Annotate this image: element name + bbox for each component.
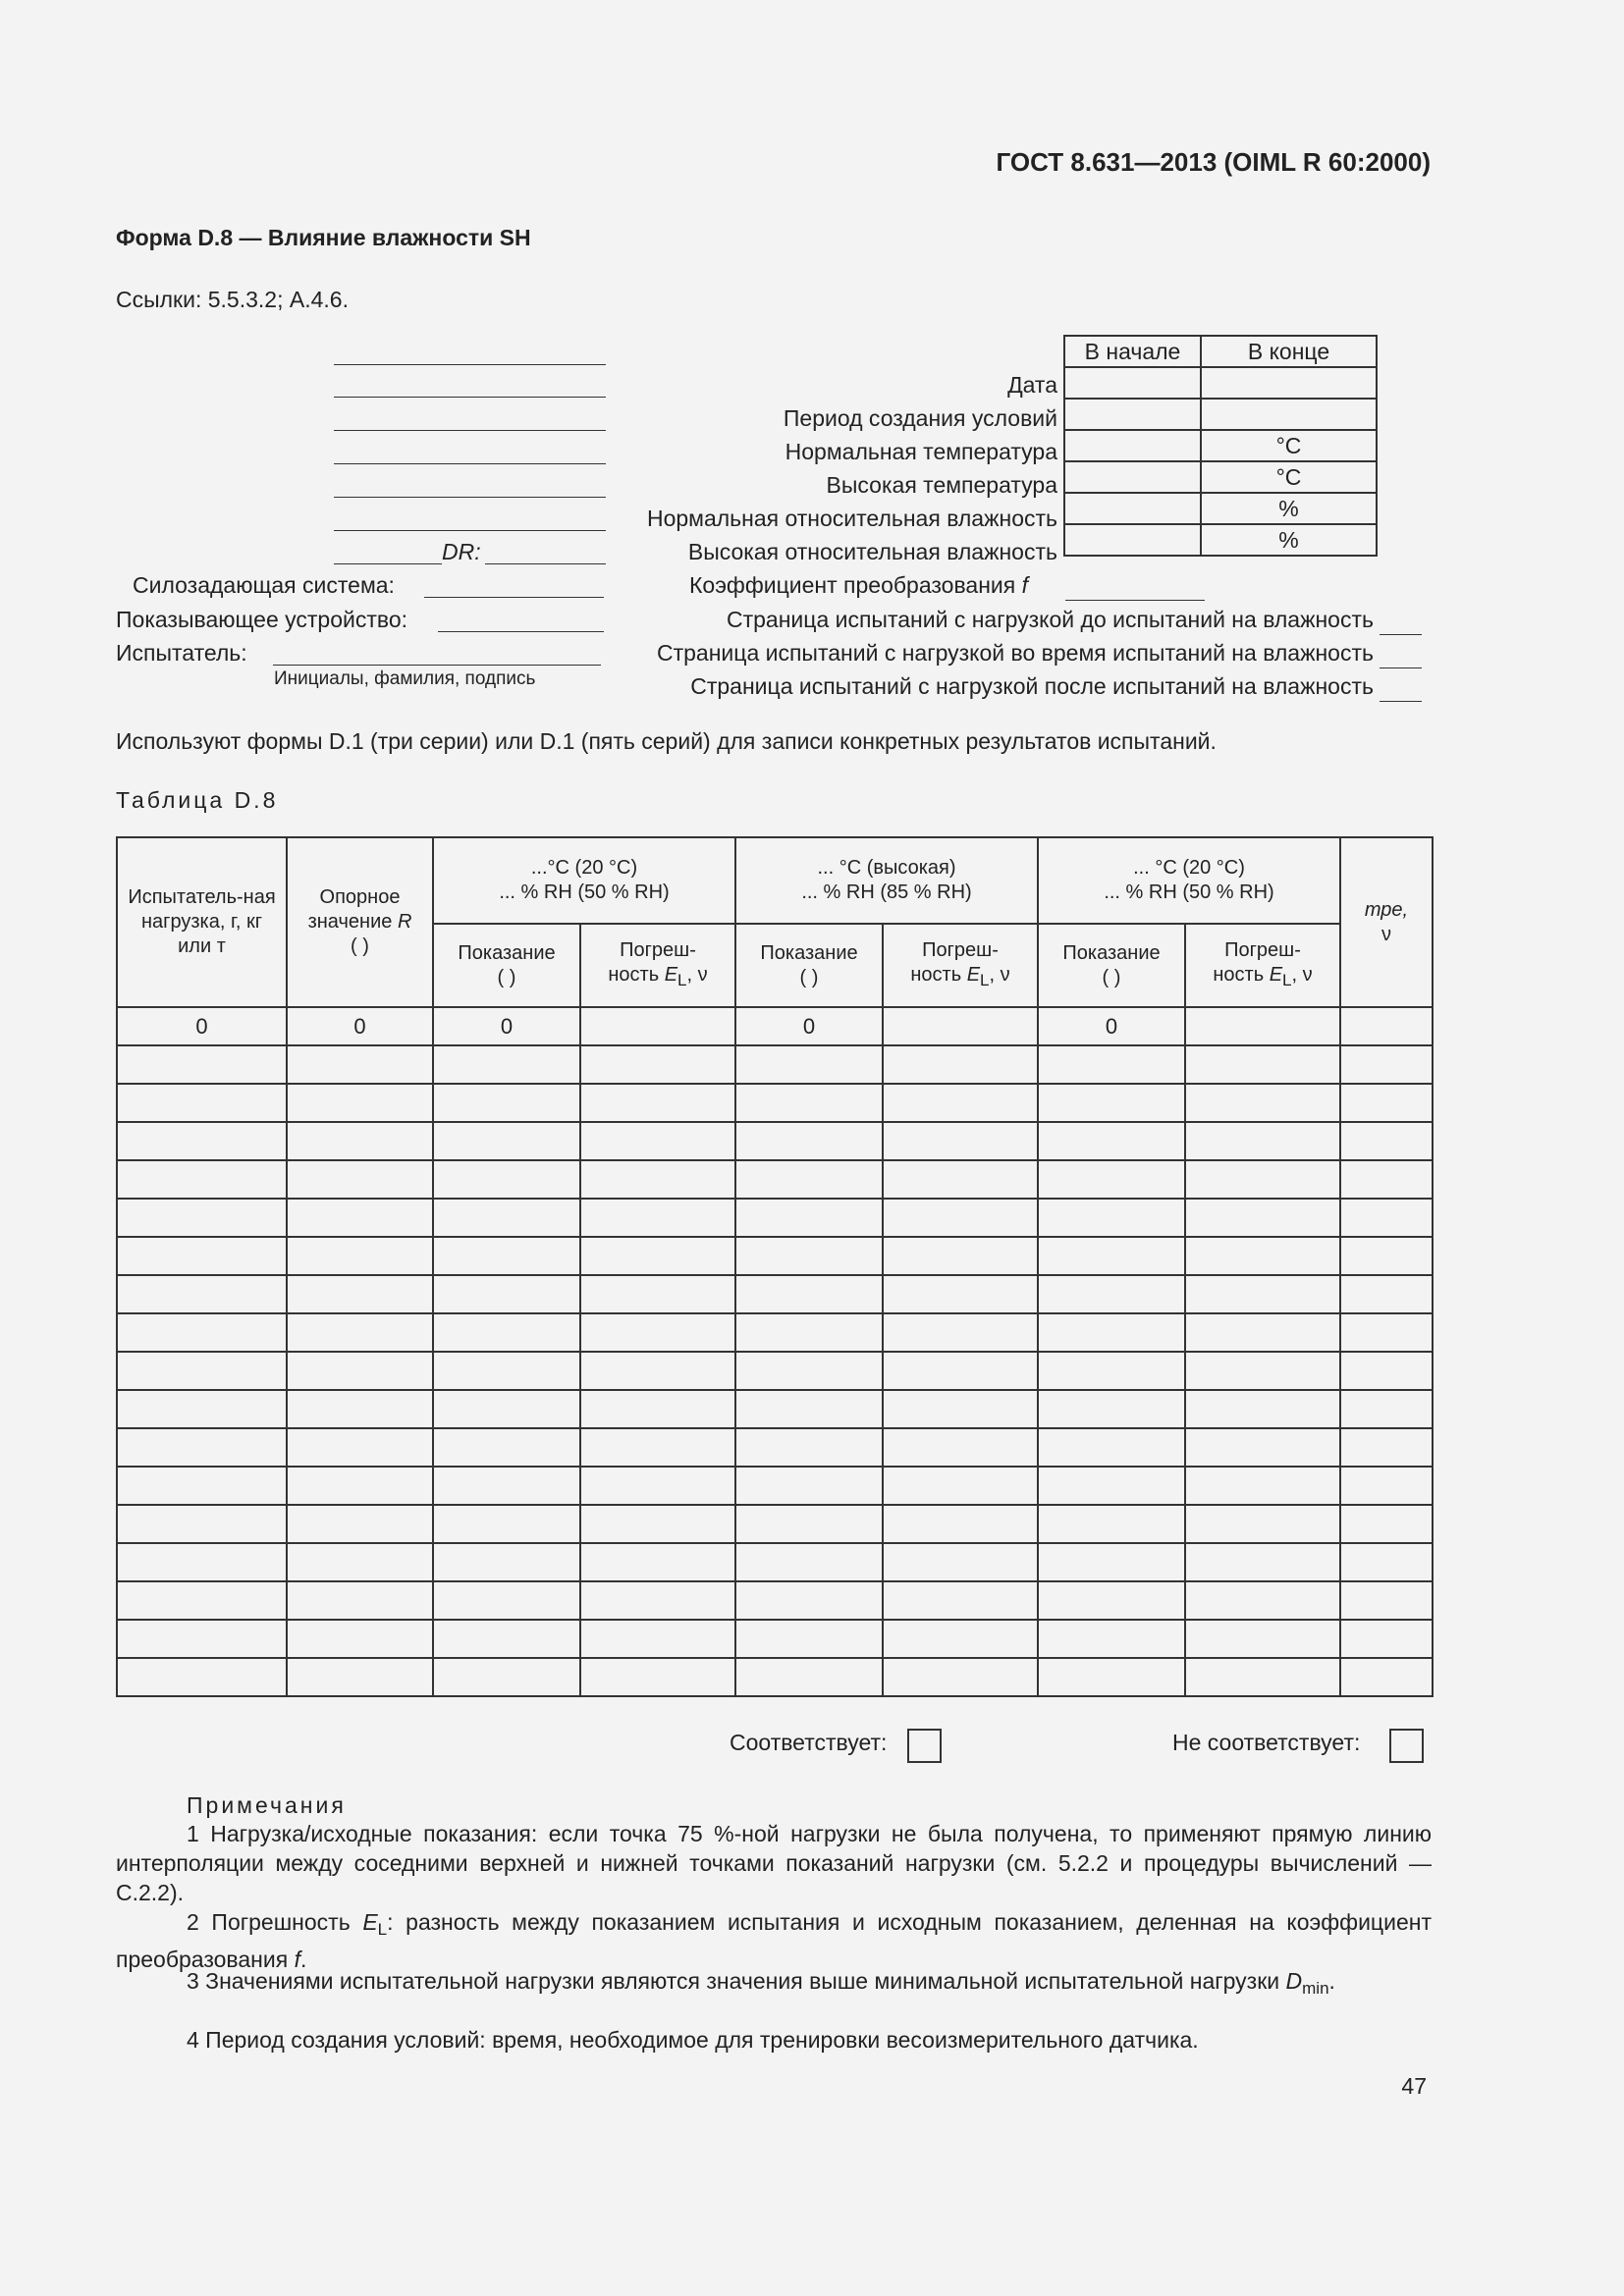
sub-reading-2: Показание ( ) xyxy=(735,924,883,1007)
table-cell[interactable] xyxy=(117,1199,287,1237)
group-normal-1: ...°C (20 °C) ... % RH (50 % RH) xyxy=(433,837,735,924)
table-cell[interactable] xyxy=(1340,1352,1433,1390)
table-cell[interactable] xyxy=(117,1122,287,1160)
table-cell[interactable] xyxy=(580,1467,735,1505)
vmin-field[interactable] xyxy=(334,507,606,531)
table-cell[interactable] xyxy=(883,1467,1038,1505)
table-cell[interactable] xyxy=(1340,1160,1433,1199)
sub-reading-1: Показание ( ) xyxy=(433,924,580,1007)
table-cell[interactable] xyxy=(287,1467,433,1505)
table-cell[interactable] xyxy=(735,1543,883,1581)
table-cell[interactable] xyxy=(735,1467,883,1505)
table-cell[interactable] xyxy=(1340,1275,1433,1313)
table-cell[interactable] xyxy=(580,1275,735,1313)
table-cell[interactable] xyxy=(1038,1428,1185,1467)
table-cell[interactable] xyxy=(883,1428,1038,1467)
table-row xyxy=(117,1428,1433,1467)
table-row xyxy=(117,1160,1433,1199)
tester-label: Испытатель: xyxy=(116,640,247,666)
table-cell[interactable] xyxy=(1185,1007,1340,1045)
table-cell[interactable] xyxy=(117,1620,287,1658)
normal-rh-start-cell[interactable] xyxy=(1064,493,1201,524)
sub-reading-3: Показание ( ) xyxy=(1038,924,1185,1007)
table-cell[interactable] xyxy=(1185,1352,1340,1390)
table-cell[interactable] xyxy=(433,1505,580,1543)
page-during-field[interactable] xyxy=(1380,644,1422,668)
table-cell[interactable] xyxy=(580,1084,735,1122)
table-cell[interactable] xyxy=(1185,1045,1340,1084)
table-cell[interactable] xyxy=(433,1543,580,1581)
table-row xyxy=(117,1199,1433,1237)
table-cell[interactable] xyxy=(735,1045,883,1084)
table-cell[interactable] xyxy=(1340,1581,1433,1620)
table-cell[interactable] xyxy=(735,1352,883,1390)
sub-error-3: Погреш- ность $E_L$, ν xyxy=(1185,924,1340,1007)
table-cell[interactable] xyxy=(1038,1084,1185,1122)
table-cell[interactable] xyxy=(1340,1620,1433,1658)
table-cell[interactable] xyxy=(735,1390,883,1428)
application-field[interactable] xyxy=(334,341,606,365)
conforms-checkbox[interactable] xyxy=(907,1729,942,1763)
table-cell[interactable] xyxy=(117,1084,287,1122)
references: Ссылки: 5.5.3.2; А.4.6. xyxy=(116,287,349,312)
plc-field[interactable] xyxy=(334,540,442,564)
table-cell[interactable] xyxy=(580,1122,735,1160)
table-cell[interactable] xyxy=(287,1352,433,1390)
table-cell[interactable]: 0 xyxy=(1038,1007,1185,1045)
page-during-label: Страница испытаний с нагрузкой во время испытаний на влажность xyxy=(657,640,1374,666)
table-title: Таблица D.8 xyxy=(116,787,279,813)
table-cell[interactable] xyxy=(433,1275,580,1313)
serial-field[interactable] xyxy=(334,406,606,431)
table-cell[interactable] xyxy=(117,1543,287,1581)
page-after-field[interactable] xyxy=(1380,677,1422,702)
table-cell[interactable] xyxy=(580,1543,735,1581)
table-row xyxy=(117,1581,1433,1620)
form-title: Форма D.8 — Влияние влажности SH xyxy=(116,225,531,250)
table-cell[interactable] xyxy=(1185,1390,1340,1428)
table-cell[interactable] xyxy=(883,1007,1038,1045)
sub-error-1: Погреш- ность $E_L$, ν xyxy=(580,924,735,1007)
table-cell[interactable] xyxy=(1340,1122,1433,1160)
table-cell[interactable] xyxy=(580,1620,735,1658)
group-normal-2: ... °C (20 °C) ... % RH (50 % RH) xyxy=(1038,837,1340,924)
page-number: 47 xyxy=(1401,2073,1427,2099)
table-cell[interactable] xyxy=(1038,1160,1185,1199)
table-row xyxy=(117,1007,1433,1045)
table-row xyxy=(117,1620,1433,1658)
date-label: Дата xyxy=(1007,372,1057,398)
force-system-field[interactable] xyxy=(424,573,604,598)
table-cell[interactable] xyxy=(1038,1275,1185,1313)
col-reference: Опорное значение R ( ) xyxy=(287,837,433,1007)
table-cell[interactable] xyxy=(117,1505,287,1543)
note-4: 4 Период создания условий: время, необходимое для тренировки весоизмерительного датчика. xyxy=(187,2027,1199,2053)
date-end-cell[interactable] xyxy=(1201,367,1377,399)
table-cell[interactable] xyxy=(580,1505,735,1543)
table-cell[interactable] xyxy=(287,1313,433,1352)
sensor-model-field[interactable] xyxy=(334,373,606,398)
table-cell[interactable] xyxy=(433,1352,580,1390)
table-cell[interactable] xyxy=(1038,1505,1185,1543)
conforms-label: Соответствует: xyxy=(730,1730,888,1755)
table-cell[interactable] xyxy=(287,1620,433,1658)
table-cell[interactable] xyxy=(735,1313,883,1352)
table-cell[interactable] xyxy=(287,1045,433,1084)
high-rh-label: Высокая относительная влажность xyxy=(687,539,1057,564)
table-cell[interactable] xyxy=(735,1160,883,1199)
table-cell[interactable] xyxy=(1185,1543,1340,1581)
table-cell[interactable] xyxy=(1038,1658,1185,1696)
table-cell[interactable] xyxy=(1185,1620,1340,1658)
table-cell[interactable] xyxy=(580,1390,735,1428)
table-cell[interactable]: 0 xyxy=(117,1007,287,1045)
col-tre: тре, ν xyxy=(1340,837,1433,1007)
not-conforms-checkbox[interactable] xyxy=(1389,1729,1424,1763)
table-cell[interactable] xyxy=(433,1045,580,1084)
table-cell[interactable] xyxy=(883,1505,1038,1543)
table-cell[interactable] xyxy=(1185,1428,1340,1467)
table-cell[interactable] xyxy=(1185,1505,1340,1543)
table-cell[interactable] xyxy=(883,1160,1038,1199)
col-test-load: Испытатель-ная нагрузка, г, кг или т xyxy=(117,837,287,1007)
table-cell[interactable] xyxy=(287,1505,433,1543)
page-before-field[interactable] xyxy=(1380,611,1422,635)
high-temp-unit: °C xyxy=(1201,461,1377,493)
table-cell[interactable] xyxy=(883,1352,1038,1390)
table-row xyxy=(117,1275,1433,1313)
table-cell[interactable] xyxy=(883,1084,1038,1122)
table-cell[interactable] xyxy=(117,1428,287,1467)
table-cell[interactable] xyxy=(1185,1467,1340,1505)
table-cell[interactable] xyxy=(735,1581,883,1620)
table-cell[interactable] xyxy=(735,1275,883,1313)
table-cell[interactable] xyxy=(1340,1543,1433,1581)
table-cell[interactable] xyxy=(1185,1275,1340,1313)
table-cell[interactable] xyxy=(433,1084,580,1122)
period-start-cell[interactable] xyxy=(1064,399,1201,430)
conditions-table xyxy=(1063,335,1378,557)
table-cell[interactable] xyxy=(117,1237,287,1275)
table-cell[interactable] xyxy=(1038,1467,1185,1505)
table-cell[interactable] xyxy=(433,1122,580,1160)
table-cell[interactable] xyxy=(1185,1237,1340,1275)
table-cell[interactable] xyxy=(883,1620,1038,1658)
table-cell[interactable] xyxy=(1038,1199,1185,1237)
table-cell[interactable] xyxy=(580,1313,735,1352)
table-cell[interactable] xyxy=(117,1045,287,1084)
table-cell[interactable] xyxy=(883,1543,1038,1581)
table-cell[interactable] xyxy=(883,1122,1038,1160)
table-cell[interactable]: 0 xyxy=(433,1007,580,1045)
table-cell[interactable] xyxy=(287,1581,433,1620)
dr-label: DR: xyxy=(442,539,481,564)
table-cell[interactable] xyxy=(735,1084,883,1122)
page-before-label: Страница испытаний с нагрузкой до испытаний на влажность xyxy=(727,607,1374,632)
table-cell[interactable] xyxy=(433,1390,580,1428)
table-cell[interactable]: 0 xyxy=(735,1007,883,1045)
table-cell[interactable] xyxy=(883,1237,1038,1275)
table-cell[interactable] xyxy=(1038,1313,1185,1352)
table-cell[interactable] xyxy=(580,1237,735,1275)
table-cell[interactable] xyxy=(433,1428,580,1467)
table-row xyxy=(117,1237,1433,1275)
dr-field[interactable] xyxy=(485,540,606,564)
table-cell[interactable] xyxy=(433,1581,580,1620)
notes-title: Примечания xyxy=(187,1792,347,1818)
not-conforms-label: Не соответствует: xyxy=(1172,1730,1361,1755)
table-cell[interactable] xyxy=(1038,1352,1185,1390)
table-cell[interactable] xyxy=(287,1199,433,1237)
table-cell[interactable]: 0 xyxy=(287,1007,433,1045)
table-cell[interactable] xyxy=(433,1313,580,1352)
table-cell[interactable] xyxy=(117,1658,287,1696)
table-cell[interactable] xyxy=(1038,1543,1185,1581)
page-after-label: Страница испытаний с нагрузкой после испытаний на влажность xyxy=(690,673,1374,699)
conversion-factor-field[interactable] xyxy=(1065,576,1205,601)
table-cell[interactable] xyxy=(287,1390,433,1428)
high-rh-start-cell[interactable] xyxy=(1064,524,1201,556)
emax-field[interactable] xyxy=(334,440,606,464)
table-row xyxy=(117,1505,1433,1543)
table-cell[interactable] xyxy=(1038,1045,1185,1084)
table-cell[interactable] xyxy=(1340,1467,1433,1505)
results-table xyxy=(116,836,1434,1697)
table-cell[interactable] xyxy=(1185,1122,1340,1160)
table-cell[interactable] xyxy=(735,1199,883,1237)
table-cell[interactable] xyxy=(287,1428,433,1467)
conditioning-period-label: Период создания условий xyxy=(783,405,1057,431)
table-cell[interactable] xyxy=(433,1658,580,1696)
table-cell[interactable] xyxy=(287,1543,433,1581)
note-2: 2 Погрешность $E_L$: разность между показанием испытания и исходным показанием, деленная на коэффициент преобразования f. xyxy=(116,1909,1432,1972)
table-cell[interactable] xyxy=(1038,1581,1185,1620)
table-cell[interactable] xyxy=(580,1581,735,1620)
table-cell[interactable] xyxy=(1038,1237,1185,1275)
signature-hint: Инициалы, фамилия, подпись xyxy=(274,668,536,689)
table-cell[interactable] xyxy=(433,1160,580,1199)
table-cell[interactable] xyxy=(1185,1084,1340,1122)
table-cell[interactable] xyxy=(1038,1390,1185,1428)
table-row xyxy=(117,1543,1433,1581)
table-cell[interactable] xyxy=(1185,1313,1340,1352)
table-cell[interactable] xyxy=(883,1275,1038,1313)
table-cell[interactable] xyxy=(1340,1390,1433,1428)
table-cell[interactable] xyxy=(735,1428,883,1467)
normal-temp-label: Нормальная температура xyxy=(785,439,1057,464)
table-cell[interactable] xyxy=(287,1275,433,1313)
table-cell[interactable] xyxy=(735,1658,883,1696)
table-row xyxy=(117,1352,1433,1390)
group-high: ... °C (высокая) ... % RH (85 % RH) xyxy=(735,837,1038,924)
table-cell[interactable] xyxy=(580,1352,735,1390)
normal-temp-start-cell[interactable] xyxy=(1064,430,1201,461)
table-cell[interactable] xyxy=(580,1045,735,1084)
table-cell[interactable] xyxy=(1185,1160,1340,1199)
period-end-cell[interactable] xyxy=(1201,399,1377,430)
sub-error-2: Погреш- ность $E_L$, ν xyxy=(883,924,1038,1007)
table-cell[interactable] xyxy=(287,1160,433,1199)
table-cell[interactable] xyxy=(1340,1199,1433,1237)
table-cell[interactable] xyxy=(287,1084,433,1122)
table-cell[interactable] xyxy=(1340,1505,1433,1543)
table-row xyxy=(117,1313,1433,1352)
table-cell[interactable] xyxy=(735,1122,883,1160)
table-cell[interactable] xyxy=(117,1275,287,1313)
table-cell[interactable] xyxy=(883,1658,1038,1696)
table-cell[interactable] xyxy=(1340,1237,1433,1275)
normal-temp-unit: °C xyxy=(1201,430,1377,461)
table-cell[interactable] xyxy=(117,1352,287,1390)
table-cell[interactable] xyxy=(883,1313,1038,1352)
table-cell[interactable] xyxy=(117,1390,287,1428)
table-row xyxy=(117,1045,1433,1084)
force-system-label: Силозадающая система: xyxy=(133,572,395,598)
table-cell[interactable] xyxy=(580,1428,735,1467)
nmax-field[interactable] xyxy=(334,473,606,498)
date-start-cell[interactable] xyxy=(1064,367,1201,399)
table-cell[interactable] xyxy=(735,1237,883,1275)
table-cell[interactable] xyxy=(1185,1581,1340,1620)
table-row xyxy=(117,1122,1433,1160)
table-cell[interactable] xyxy=(580,1199,735,1237)
table-row xyxy=(117,1467,1433,1505)
table-cell[interactable] xyxy=(735,1620,883,1658)
normal-rh-unit: % xyxy=(1201,493,1377,524)
table-cell[interactable] xyxy=(580,1160,735,1199)
high-rh-unit: % xyxy=(1201,524,1377,556)
table-cell[interactable] xyxy=(1340,1658,1433,1696)
table-cell[interactable] xyxy=(287,1658,433,1696)
table-cell[interactable] xyxy=(1340,1045,1433,1084)
table-row xyxy=(117,1084,1433,1122)
high-temp-start-cell[interactable] xyxy=(1064,461,1201,493)
table-cell[interactable] xyxy=(580,1658,735,1696)
col-start-header: В начале xyxy=(1064,336,1201,367)
standard-header: ГОСТ 8.631—2013 (OIML R 60:2000) xyxy=(996,147,1431,177)
table-cell[interactable] xyxy=(1340,1084,1433,1122)
col-end-header: В конце xyxy=(1201,336,1377,367)
table-cell[interactable] xyxy=(580,1007,735,1045)
table-cell[interactable] xyxy=(1038,1122,1185,1160)
table-cell[interactable] xyxy=(433,1199,580,1237)
indicator-label: Показывающее устройство: xyxy=(116,607,408,632)
table-cell[interactable] xyxy=(883,1199,1038,1237)
table-cell[interactable] xyxy=(117,1467,287,1505)
table-cell[interactable] xyxy=(1185,1199,1340,1237)
table-cell[interactable] xyxy=(117,1313,287,1352)
table-cell[interactable] xyxy=(1340,1428,1433,1467)
table-cell[interactable] xyxy=(735,1505,883,1543)
note-3: 3 Значениями испытательной нагрузки являются значения выше минимальной испытательной нагрузки $D_{min}$. xyxy=(187,1968,1335,1998)
table-cell[interactable] xyxy=(287,1122,433,1160)
indicator-field[interactable] xyxy=(438,608,604,632)
table-cell[interactable] xyxy=(883,1045,1038,1084)
table-cell[interactable] xyxy=(1038,1620,1185,1658)
table-cell[interactable] xyxy=(1340,1313,1433,1352)
note-1: 1 Нагрузка/исходные показания: если точка 75 %-ной нагрузки не была получена, то применяют прямую линию интерполяции между соседними верхней и нижней точками показаний нагрузки (см. 5.2.2 и процедуры вычислений — C.2.2). xyxy=(116,1821,1432,1905)
table-cell[interactable] xyxy=(1340,1007,1433,1045)
tester-field[interactable] xyxy=(273,641,601,666)
conversion-factor-label: Коэффициент преобразования f xyxy=(689,572,1029,598)
high-temp-label: Высокая температура xyxy=(826,472,1057,498)
table-cell[interactable] xyxy=(1185,1658,1340,1696)
table-cell[interactable] xyxy=(883,1581,1038,1620)
normal-rh-label: Нормальная относительная влажность xyxy=(646,506,1057,531)
table-cell[interactable] xyxy=(433,1620,580,1658)
table-row xyxy=(117,1658,1433,1696)
table-cell[interactable] xyxy=(117,1581,287,1620)
table-cell[interactable] xyxy=(287,1237,433,1275)
table-cell[interactable] xyxy=(433,1467,580,1505)
table-row xyxy=(117,1390,1433,1428)
table-cell[interactable] xyxy=(117,1160,287,1199)
usage-note: Используют формы D.1 (три серии) или D.1 (пять серий) для записи конкретных результатов испытаний. xyxy=(116,728,1217,754)
table-cell[interactable] xyxy=(883,1390,1038,1428)
table-cell[interactable] xyxy=(433,1237,580,1275)
